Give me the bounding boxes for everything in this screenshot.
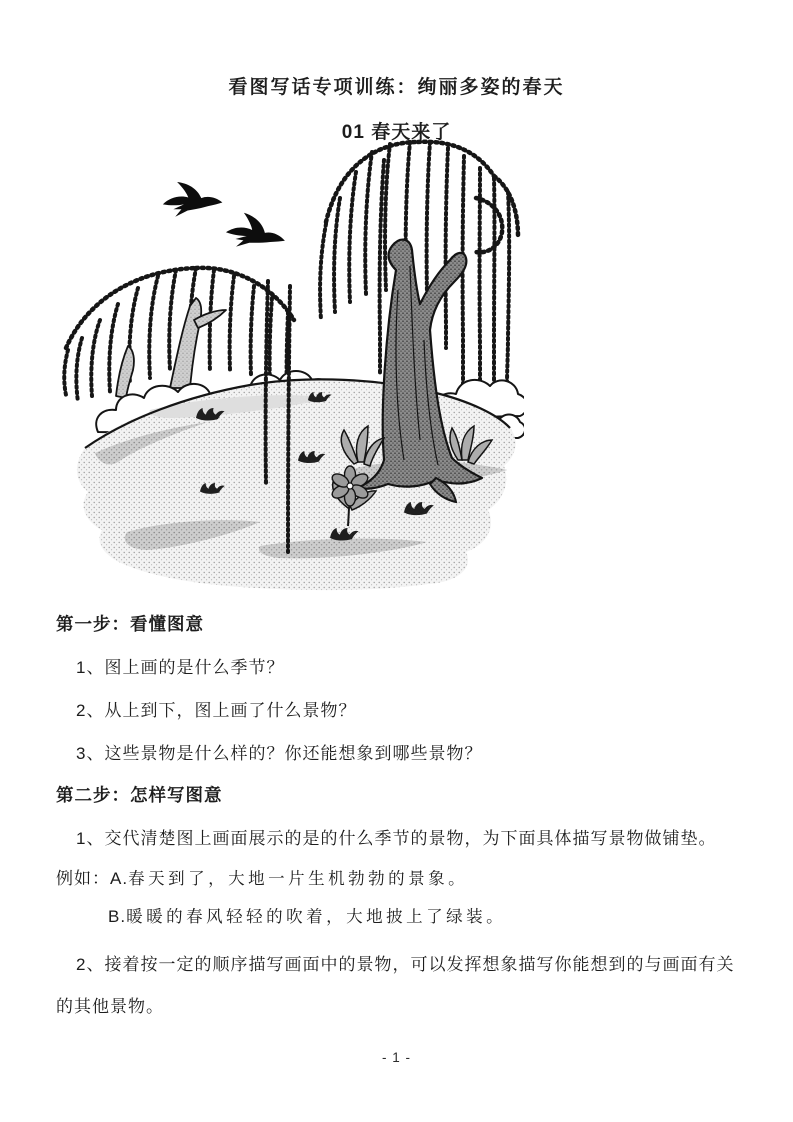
step1-question-2: 2、从上到下，图上画了什么景物？	[76, 701, 357, 720]
lesson-subtitle: 01 春天来了	[341, 122, 452, 143]
step1-question-3: 3、这些景物是什么样的？你还能想象到哪些景物？	[76, 744, 483, 763]
step1-heading: 第一步：看懂图意	[56, 614, 204, 634]
swallow-icon	[224, 210, 289, 255]
spring-scene-illustration	[58, 136, 524, 604]
swallow-icon	[163, 182, 223, 217]
page-title: 看图写话专项训练：绚丽多姿的春天	[228, 77, 565, 98]
example-a-line	[56, 864, 468, 889]
page-number: - 1 -	[381, 1050, 411, 1065]
step2-point-1: 1、交代清楚图上画面展示的是的什么季节的景物，为下面具体描写景物做铺垫。	[76, 829, 717, 848]
spring-scene-svg	[58, 136, 524, 604]
example-b-text: 暖暖的春风轻轻的吹着，大地披上了绿装。	[126, 907, 507, 926]
step2-point-2: 2、接着按一定的顺序描写画面中的景物，可以发挥想象描写你能想到的与画面有关的其他景物。	[56, 955, 735, 1016]
example-label: 例如：	[56, 869, 110, 888]
example-a-text: 春天到了，大地一片生机勃勃的景象。	[128, 869, 469, 888]
step1-question-1: 1、图上画的是什么季节？	[76, 658, 285, 677]
example-b-label: B.	[108, 907, 127, 926]
step2-heading: 第二步：怎样写图意	[56, 785, 223, 805]
example-a-label: A.	[110, 869, 129, 888]
willow-trunk-large	[341, 240, 492, 502]
example-b-line	[108, 903, 506, 927]
